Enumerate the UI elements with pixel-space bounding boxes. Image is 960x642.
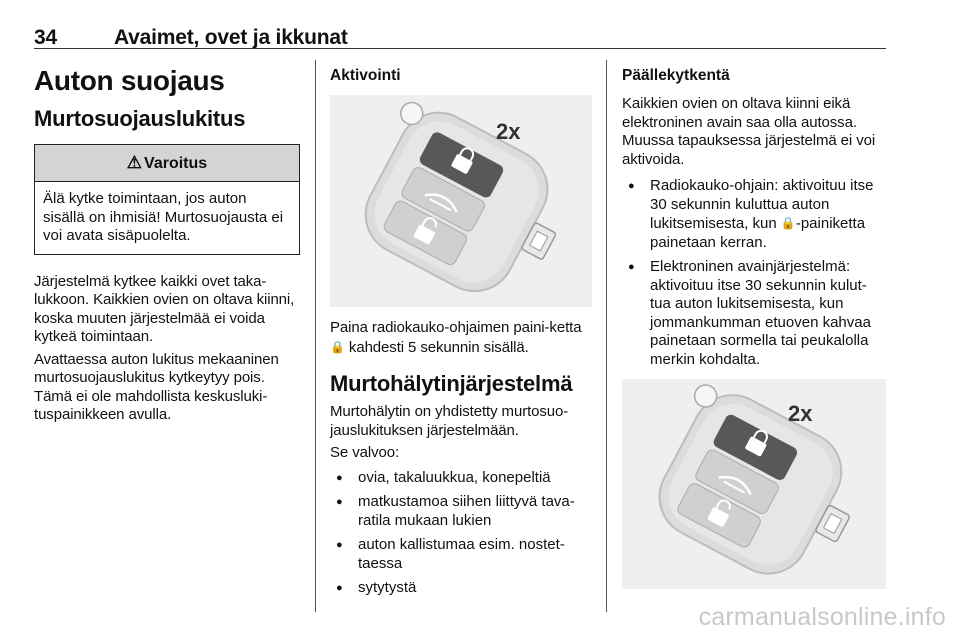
list-item: ● Radiokauko-ohjain: aktivoituu itse 30 sekunnin kuluttua auton lukitsemisesta, kun 🔒-painiketta painetaan kerran. [622, 177, 886, 252]
list-item: ● ovia, takaluukkua, konepeltiä [330, 469, 592, 488]
paragraph: Se valvoo: [330, 444, 400, 461]
lock-icon: 🔒 [330, 339, 345, 354]
warning-body: Älä kytke toimintaan, jos auton sisällä on ihmisiä! Murtosuojausta ei voi avata sisäpuolelta. [43, 190, 284, 244]
column-3 [622, 60, 886, 601]
monitored-list [330, 469, 592, 598]
warning-triangle-icon: ⚠ [126, 153, 143, 172]
section-title: Auton suojaus [34, 65, 225, 96]
section-title: Murtohälytinjärjestelmä [330, 371, 573, 396]
paragraph: Avattaessa auton lukitus mekaaninen murtosuojauslukitus kytkeytyy pois. Tämä ei ole mahdollista keskusluki-tuspainikkeen avulla. [34, 350, 279, 423]
key-fob-figure [622, 379, 886, 589]
page-number: 34 [34, 26, 57, 49]
lock-icon: 🔒 [780, 216, 796, 230]
paragraph: Kaikkien ovien on oltava kiinni eikä elektroninen avain saa olla autossa. Muussa tapauksessa järjestelmä ei voi aktivoida. [622, 95, 876, 168]
column-1 [34, 60, 300, 429]
list-item: ● sytytystä [330, 579, 592, 598]
column-divider [315, 60, 316, 612]
figure-caption: Paina radiokauko-ohjaimen paini-ketta 🔒 kahdesti 5 sekunnin sisällä. [330, 319, 582, 356]
key-fob-figure [330, 95, 592, 307]
column-2 [330, 60, 592, 604]
watermark: carmanualsonline.info [698, 603, 946, 631]
list-item: ● auton kallistumaa esim. nostet-taessa [330, 536, 592, 573]
subsection-title: Murtosuojauslukitus [34, 106, 246, 131]
warning-header [35, 145, 299, 182]
list-item: ● matkustamoa siihen liittyvä tava-ratila mukaan lukien [330, 493, 592, 530]
press-count-label: 2x [496, 119, 521, 144]
paragraph: Järjestelmä kytkee kaikki ovet taka-lukkoon. Kaikkien ovien on oltava kiinni, koska muuten järjestelmää ei voida kytkeä toimintaan. [34, 272, 295, 345]
column-divider [606, 60, 607, 612]
page-header [34, 26, 348, 50]
header-rule [34, 48, 886, 49]
subsection-heading: Aktivointi [330, 67, 401, 84]
warning-box [34, 144, 300, 255]
warning-title: Varoitus [144, 155, 208, 172]
press-count-label: 2x [788, 401, 813, 426]
activation-list [622, 177, 886, 369]
subsection-heading: Päällekytkentä [622, 67, 730, 84]
chapter-title: Avaimet, ovet ja ikkunat [114, 26, 348, 49]
paragraph: Murtohälytin on yhdistetty murtosuo-jauslukituksen järjestelmään. [330, 403, 569, 439]
list-item: ● Elektroninen avainjärjestelmä: aktivoituu itse 30 sekunnin kulut-tua auton lukitsemisesta, kun jommankumman etuoven kahvaa painetaan sormella tai peukalolla merkin kohdalta. [622, 258, 886, 369]
